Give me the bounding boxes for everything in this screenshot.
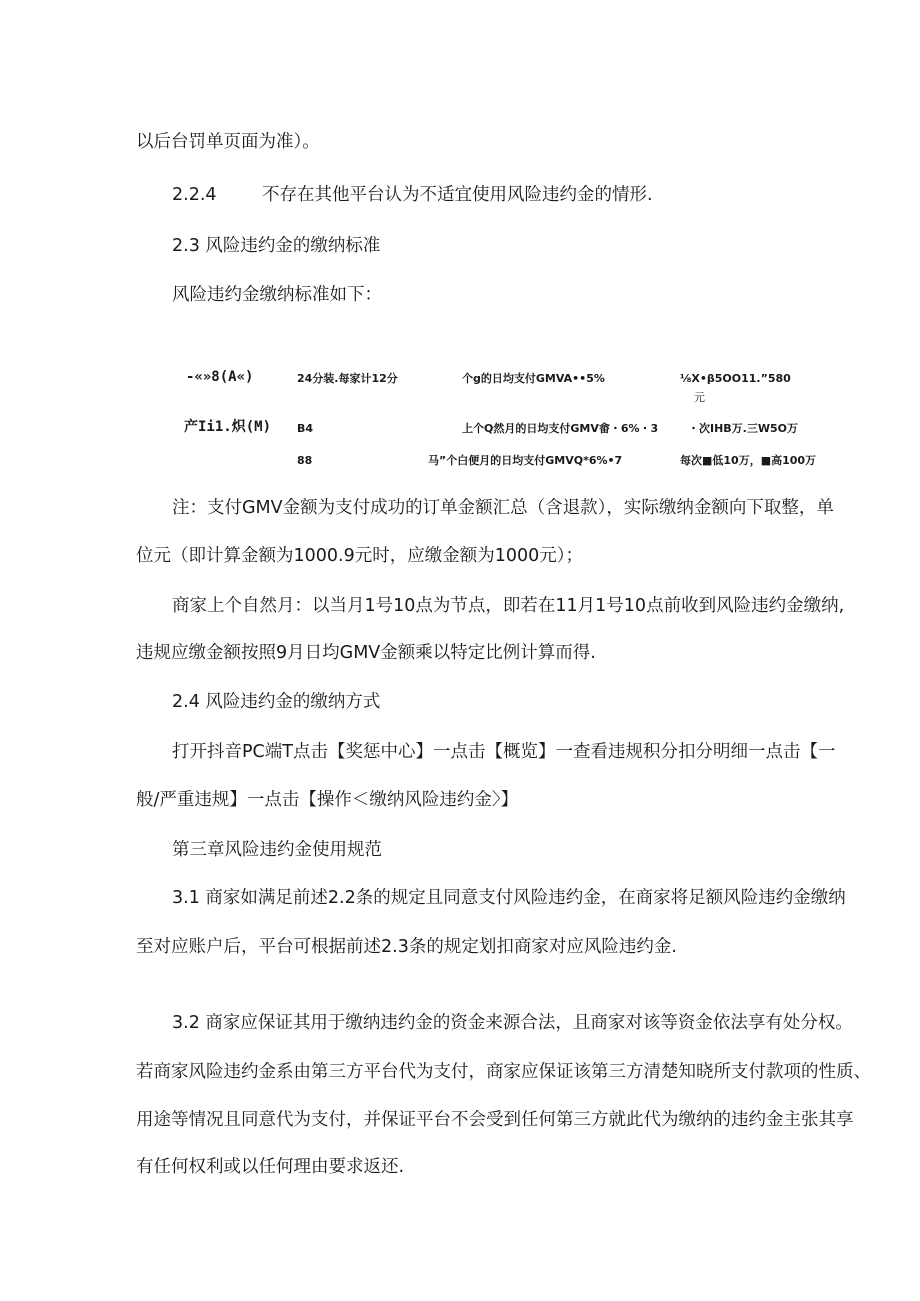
clause-3-1-line2: 至对应账户后，平台可根据前述2.3条的规定划扣商家对应风险违约金. [136, 937, 677, 957]
table-row1-unit: 元 [694, 391, 705, 404]
table-row2-amount: ・次IHB万.三W5O万 [688, 422, 798, 435]
natural-month-line2: 违规应缴金额按照9月日均GMV金额乘以特定比例计算而得. [136, 643, 596, 663]
section-heading-2-4: 2.4 风险违约金的缴纳方式 [172, 692, 381, 712]
table-row3-formula: 马”个白便月的日均支付GMVQ*6%•7 [428, 454, 623, 467]
table-row3-points: 88 [297, 454, 313, 467]
clause-3-2-line2: 若商家风险违约金系由第三方平台代为支付，商家应保证该第三方清楚知晓所支付款项的性质、 [136, 1062, 871, 1082]
standard-intro: 风险违约金缴纳标准如下： [172, 285, 382, 305]
clause-3-2-line1: 3.2 商家应保证其用于缴纳违约金的资金来源合法，且商家对该等资金依法享有处分权。 [172, 1013, 853, 1033]
table-row2-level: 产Ii1.炽(M) [184, 419, 272, 435]
clause-3-2-line3: 用途等情况且同意代为支付，并保证平台不会受到任何第三方就此代为缴纳的违约金主张其享 [136, 1110, 854, 1130]
natural-month-line1: 商家上个自然月：以当月1号10点为节点，即若在11月1号10点前收到风险违约金缴纳, [172, 596, 845, 616]
table-row1-points: 24分装.每家计12分 [297, 372, 398, 385]
clause-number-2-2-4: 2.2.4 [172, 185, 217, 205]
section-heading-2-3: 2.3 风险违约金的缴纳标准 [172, 236, 381, 256]
clause-3-2-line4: 有任何权利或以任何理由要求返还. [136, 1157, 405, 1177]
clause-3-1-line1: 3.1 商家如满足前述2.2条的规定且同意支付风险违约金，在商家将足额风险违约金缴纳 [172, 888, 846, 908]
paragraph-continuation: 以后台罚单页面为准）。 [136, 132, 320, 152]
table-row2-points: B4 [297, 422, 314, 435]
chapter-3-heading: 第三章风险违约金使用规范 [172, 840, 382, 860]
table-row1-amount: ⅛X•β5OO11.”580 [680, 372, 791, 385]
payment-steps-line1: 打开抖音PC端T点击【奖惩中心】一点击【概览】一查看违规积分扣分明细一点击【一 [172, 742, 836, 762]
note-paragraph-line2: 位元（即计算金额为1000.9元时，应缴金额为1000元）； [136, 546, 584, 566]
payment-steps-line2: 般/严重违规】一点击【操作＜缴纳风险违约金〉】 [136, 790, 519, 810]
table-row1-formula: 个g的日均支付GMVA••5% [462, 372, 605, 385]
table-row3-amount: 每次■低10万，■高100万 [680, 454, 817, 467]
table-row1-level: -«»8(A«) [186, 369, 254, 385]
clause-2-2-4-text: 不存在其他平台认为不适宜使用风险违约金的情形. [262, 185, 653, 205]
table-row2-formula: 上个Q然月的日均支付GMV畲・6%・3 [462, 422, 659, 435]
note-paragraph-line1: 注：支付GMV金额为支付成功的订单金额汇总（含退款），实际缴纳金额向下取整，单 [172, 498, 834, 518]
